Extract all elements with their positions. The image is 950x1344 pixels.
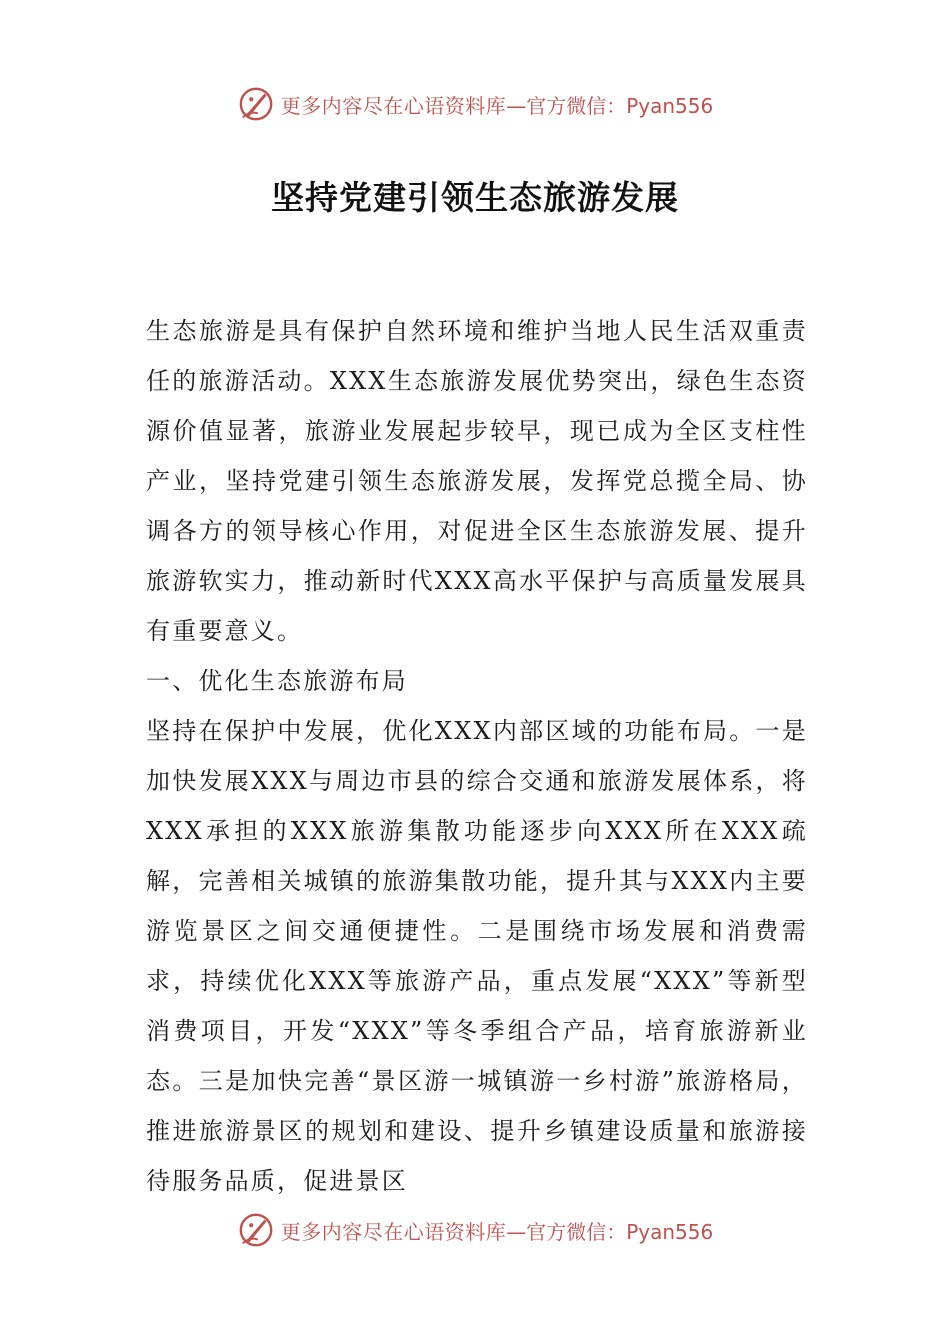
footer-banner (0, 1208, 950, 1252)
paragraph-section-1: 坚持在保护中发展，优化XXX内部区域的功能布局。一是加快发展XXX与周边市县的综合交通和旅游发展体系，将XXX承担的XXX旅游集散功能逐步向XXX所在XXX疏解，完善相关城镇的旅游集散功能，提升其与XXX内主要游览景区之间交通便捷性。二是围绕市场发展和消费需求，持续优化XXX等旅游产品，重点发展“XXX”等新型消费项目，开发“XXX”等冬季组合产品，培育旅游新业态。三是加快完善“景区游一城镇游一乡村游”旅游格局，推进旅游景区的规划和建设、提升乡镇建设质量和旅游接待服务品质，促进景区 (146, 717, 809, 1195)
banner-text: 更多内容尽在心语资料库 (280, 1219, 507, 1244)
quill-logo-icon (237, 1211, 275, 1249)
document-title: 坚持党建引领生态旅游发展 (271, 178, 679, 217)
section-heading: 一、优化生态旅游布局 (146, 667, 408, 695)
quill-logo-icon (237, 85, 275, 123)
banner-text: 更多内容尽在心语资料库 (280, 93, 507, 118)
banner-wechat: —官方微信：Pyan556 (506, 1219, 714, 1244)
paragraph-intro: 生态旅游是具有保护自然环境和维护当地人民生活双重责任的旅游活动。XXX生态旅游发展优势突出，绿色生态资源价值显著，旅游业发展起步较早，现已成为全区支柱性产业，坚持党建引领生态旅游发展，发挥党总揽全局、协调各方的领导核心作用，对促进全区生态旅游发展、提升旅游软实力，推动新时代XXX高水平保护与高质量发展具有重要意义。 (146, 317, 808, 645)
document-body (146, 306, 808, 1206)
header-banner (0, 82, 950, 126)
banner-wechat: —官方微信：Pyan556 (506, 93, 714, 118)
